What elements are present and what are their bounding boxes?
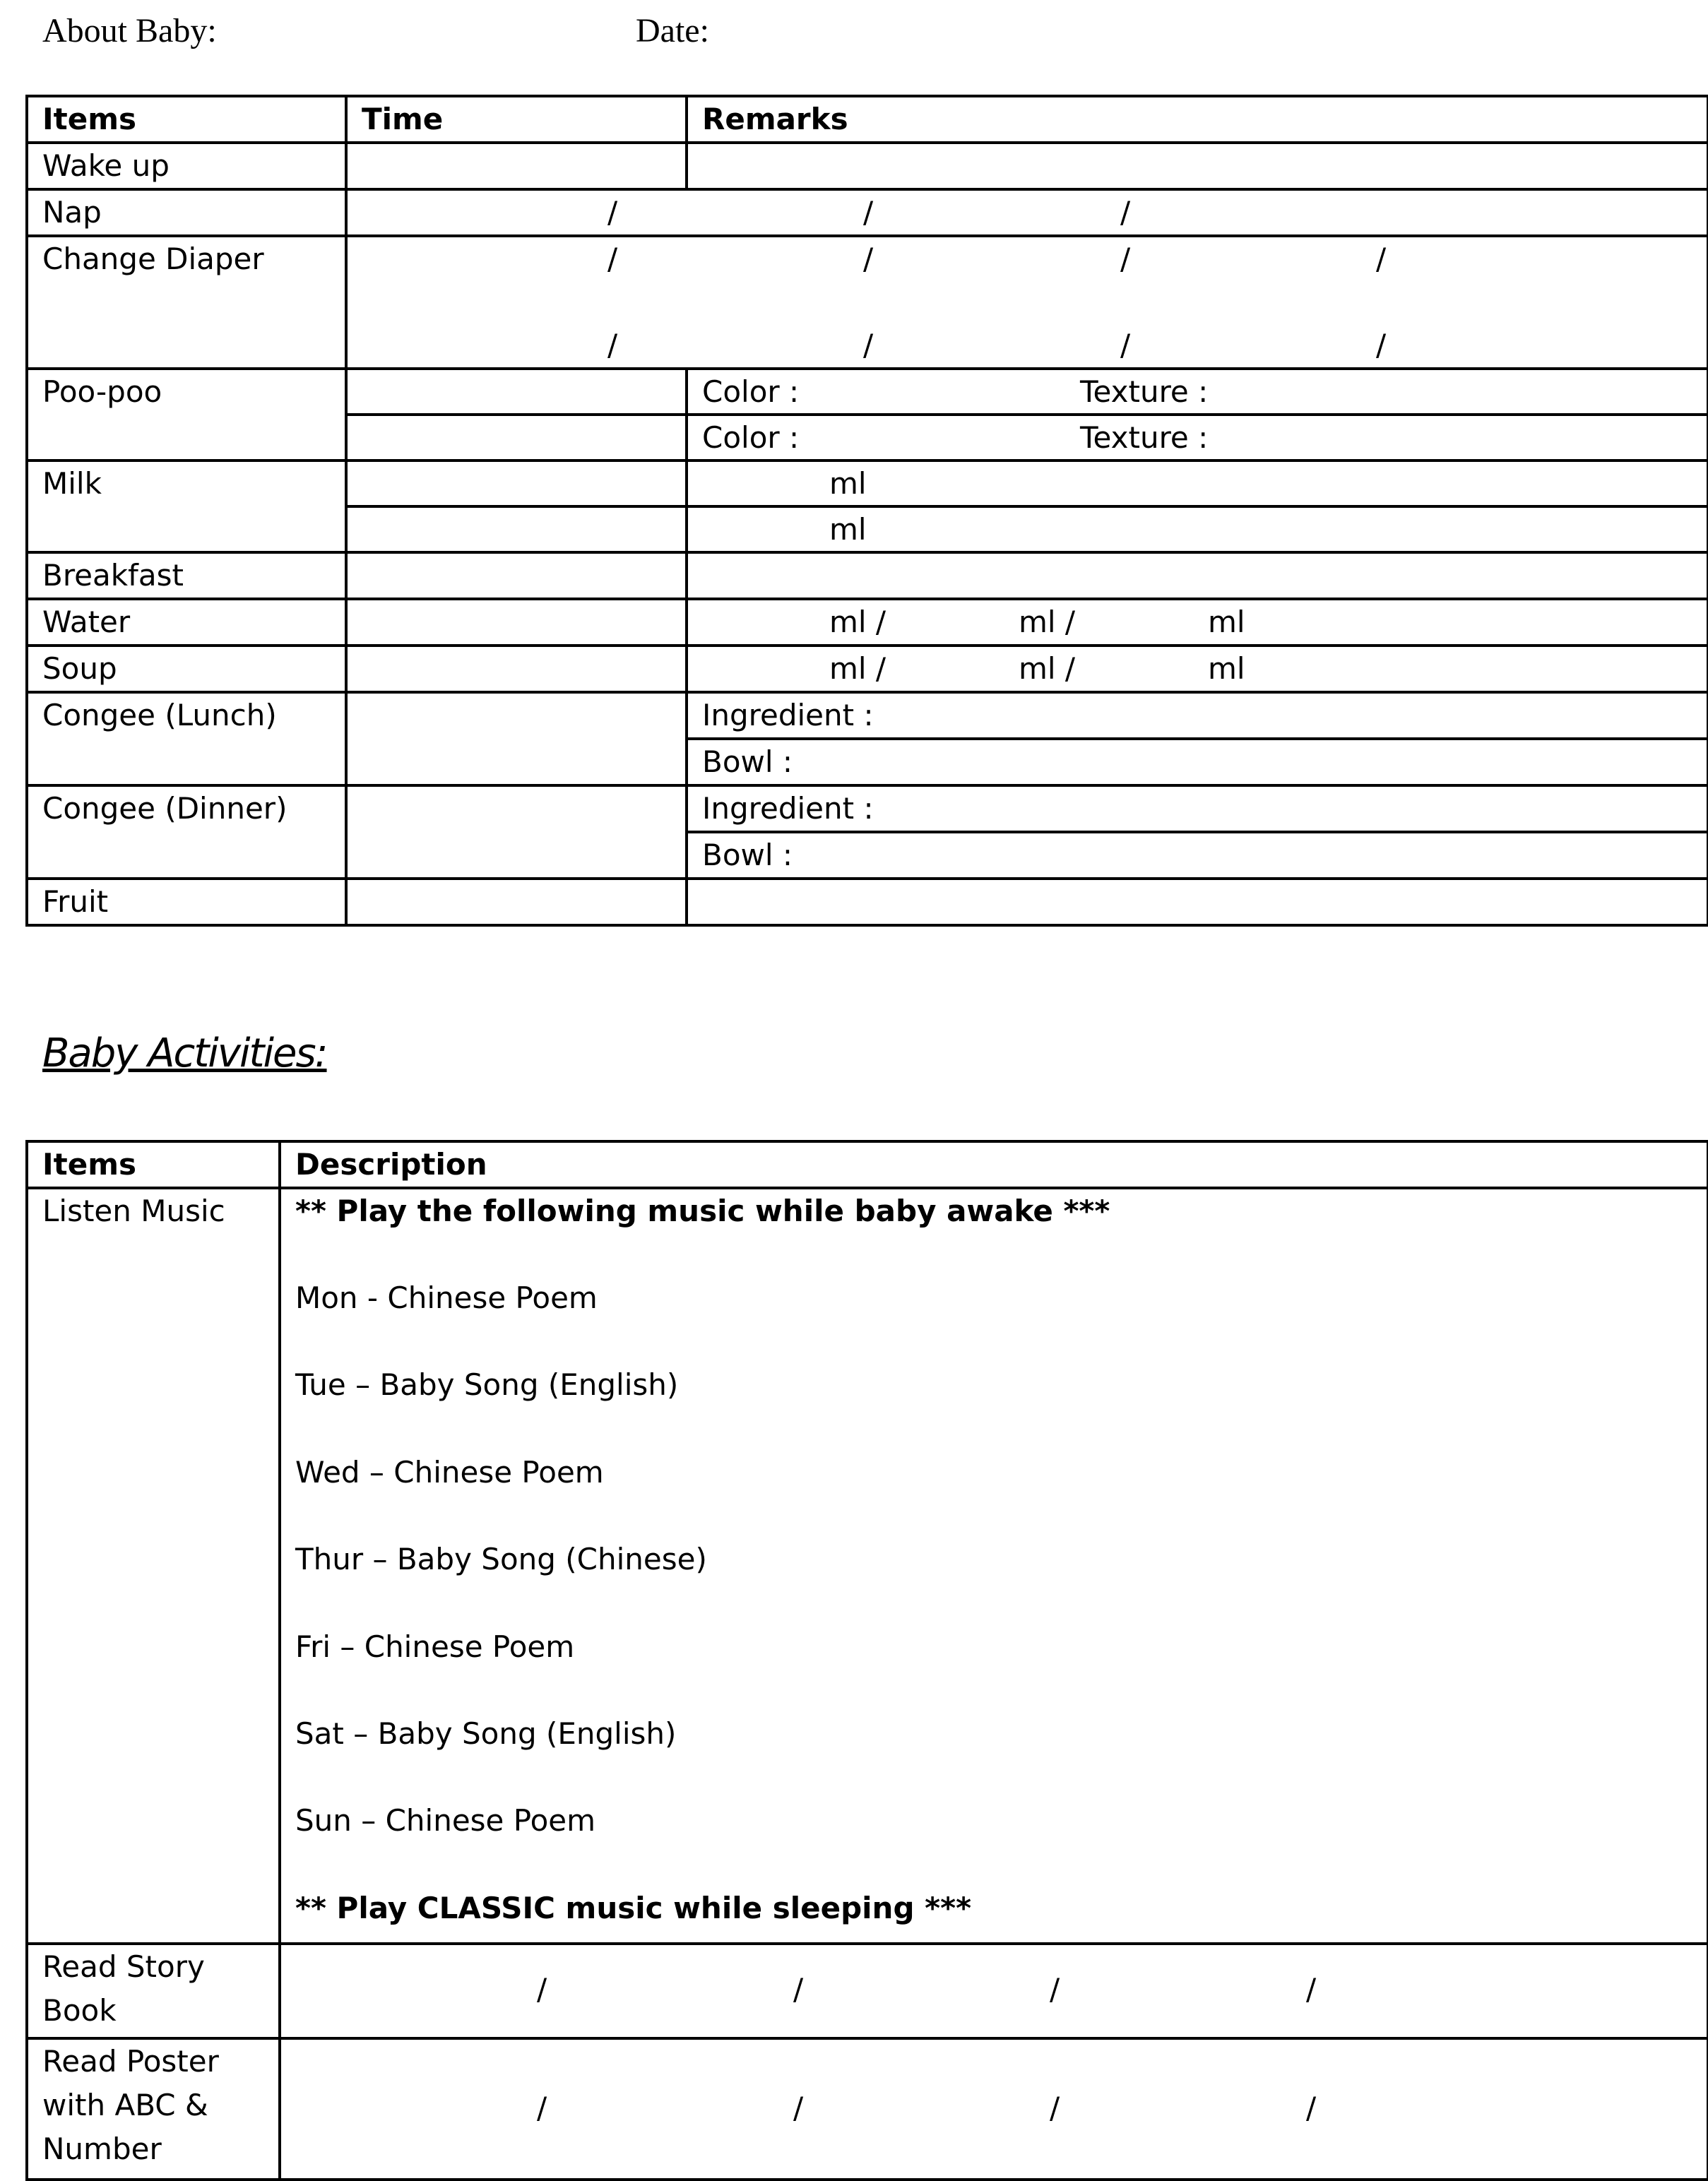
- remarks-cell[interactable]: [687, 552, 1708, 599]
- item-soup: Soup: [27, 646, 346, 692]
- slash-mark: /: [1120, 242, 1131, 276]
- time-cell[interactable]: [346, 143, 687, 189]
- slash-mark: /: [793, 1972, 804, 2007]
- item-read-poster: [27, 2038, 280, 2180]
- time-cell[interactable]: [346, 552, 687, 599]
- time-cell[interactable]: [346, 599, 687, 646]
- item-water: Water: [27, 599, 346, 646]
- item-fruit: Fruit: [27, 879, 346, 925]
- time-cell[interactable]: [346, 506, 687, 552]
- slash-mark: /: [1306, 1972, 1317, 2007]
- ml-unit: ml: [1208, 605, 1245, 639]
- header-items: Items: [27, 1141, 280, 1188]
- bowl-cell[interactable]: Bowl :: [687, 832, 1708, 879]
- item-label-line: Book: [42, 1993, 117, 2028]
- daily-schedule-table: [25, 95, 1708, 927]
- ml-unit: ml /: [829, 605, 886, 639]
- table-row: [27, 785, 1708, 832]
- table-row: [27, 460, 1708, 506]
- slash-mark: /: [863, 242, 874, 276]
- time-cell[interactable]: [346, 646, 687, 692]
- slash-mark: /: [1306, 2091, 1317, 2125]
- header-time: Time: [346, 96, 687, 143]
- table-row: [27, 1188, 1708, 1944]
- remarks-cell[interactable]: [687, 879, 1708, 925]
- header-remarks: Remarks: [687, 96, 1708, 143]
- read-poster-times-cell[interactable]: [280, 2038, 1708, 2180]
- time-cell[interactable]: [346, 460, 687, 506]
- ingredient-cell[interactable]: Ingredient :: [687, 785, 1708, 832]
- ml-unit: ml: [1208, 651, 1245, 686]
- slash-mark: /: [537, 1972, 547, 2007]
- color-label: Color :: [702, 420, 800, 455]
- slash-mark: /: [793, 2091, 804, 2125]
- music-tue: Tue – Baby Song (English): [295, 1367, 679, 1402]
- item-label-line: Read Story: [42, 1949, 205, 1984]
- activities-table: [25, 1140, 1708, 2181]
- milk-amount-cell[interactable]: [687, 506, 1708, 552]
- item-label-line: Read Poster: [42, 2044, 219, 2079]
- slash-mark: /: [1120, 328, 1131, 362]
- texture-label: Texture :: [1080, 420, 1209, 455]
- music-fri: Fri – Chinese Poem: [295, 1629, 575, 1664]
- item-congee-lunch: Congee (Lunch): [27, 692, 346, 785]
- music-mon: Mon - Chinese Poem: [295, 1280, 598, 1315]
- music-sun: Sun – Chinese Poem: [295, 1803, 596, 1838]
- ml-unit: ml /: [1019, 651, 1076, 686]
- item-label-line: with ABC &: [42, 2088, 208, 2122]
- item-label-line: Number: [42, 2132, 162, 2166]
- read-story-times-cell[interactable]: [280, 1944, 1708, 2038]
- header-items: Items: [27, 96, 346, 143]
- music-wed: Wed – Chinese Poem: [295, 1455, 604, 1490]
- time-cell[interactable]: [346, 692, 687, 785]
- table-row: [27, 646, 1708, 692]
- slash-mark: /: [863, 195, 874, 230]
- table-header-row: [27, 96, 1708, 143]
- music-description-cell: [280, 1188, 1708, 1944]
- time-cell[interactable]: [346, 879, 687, 925]
- header-description: Description: [280, 1141, 1708, 1188]
- milk-amount-cell[interactable]: [687, 460, 1708, 506]
- slash-mark: /: [1376, 242, 1387, 276]
- item-wake-up: Wake up: [27, 143, 346, 189]
- table-row: [27, 552, 1708, 599]
- table-row: [27, 189, 1708, 236]
- about-baby-label: About Baby:: [42, 12, 217, 49]
- time-cell[interactable]: [346, 785, 687, 879]
- table-row: [27, 1944, 1708, 2038]
- water-amount-cell[interactable]: [687, 599, 1708, 646]
- music-instruction-sleeping: ** Play CLASSIC music while sleeping ***: [295, 1891, 972, 1925]
- table-row: [27, 236, 1708, 369]
- ml-unit: ml: [829, 512, 867, 547]
- item-breakfast: Breakfast: [27, 552, 346, 599]
- slash-mark: /: [1120, 195, 1131, 230]
- date-label: Date:: [636, 12, 709, 49]
- table-row: [27, 879, 1708, 925]
- item-change-diaper: Change Diaper: [27, 236, 346, 369]
- table-row: [27, 2038, 1708, 2180]
- slash-mark: /: [607, 195, 618, 230]
- change-diaper-times-cell[interactable]: [346, 236, 1708, 369]
- item-milk: Milk: [27, 460, 346, 552]
- table-row: [27, 599, 1708, 646]
- texture-label: Texture :: [1080, 374, 1209, 409]
- poo-details-cell[interactable]: [687, 369, 1708, 415]
- color-label: Color :: [702, 374, 800, 409]
- slash-mark: /: [1376, 328, 1387, 362]
- item-poo-poo: Poo-poo: [27, 369, 346, 460]
- time-cell[interactable]: [346, 369, 687, 415]
- table-row: [27, 143, 1708, 189]
- slash-mark: /: [1050, 1972, 1060, 2007]
- slash-mark: /: [607, 242, 618, 276]
- music-sat: Sat – Baby Song (English): [295, 1716, 677, 1751]
- table-row: [27, 692, 1708, 739]
- nap-times-cell[interactable]: [346, 189, 1708, 236]
- poo-details-cell[interactable]: [687, 415, 1708, 460]
- remarks-cell[interactable]: [687, 143, 1708, 189]
- soup-amount-cell[interactable]: [687, 646, 1708, 692]
- slash-mark: /: [1050, 2091, 1060, 2125]
- baby-activities-title: Baby Activities:: [42, 1030, 327, 1076]
- bowl-cell[interactable]: Bowl :: [687, 739, 1708, 785]
- ingredient-cell[interactable]: Ingredient :: [687, 692, 1708, 739]
- item-listen-music: Listen Music: [27, 1188, 280, 1944]
- ml-unit: ml: [829, 466, 867, 501]
- ml-unit: ml /: [1019, 605, 1076, 639]
- slash-mark: /: [863, 328, 874, 362]
- table-header-row: [27, 1141, 1708, 1188]
- music-instruction-awake: ** Play the following music while baby awake ***: [295, 1194, 1110, 1228]
- slash-mark: /: [607, 328, 618, 362]
- music-thur: Thur – Baby Song (Chinese): [295, 1542, 707, 1576]
- item-nap: Nap: [27, 189, 346, 236]
- slash-mark: /: [537, 2091, 547, 2125]
- item-read-story-book: [27, 1944, 280, 2038]
- time-cell[interactable]: [346, 415, 687, 460]
- table-row: [27, 369, 1708, 415]
- ml-unit: ml /: [829, 651, 886, 686]
- item-congee-dinner: Congee (Dinner): [27, 785, 346, 879]
